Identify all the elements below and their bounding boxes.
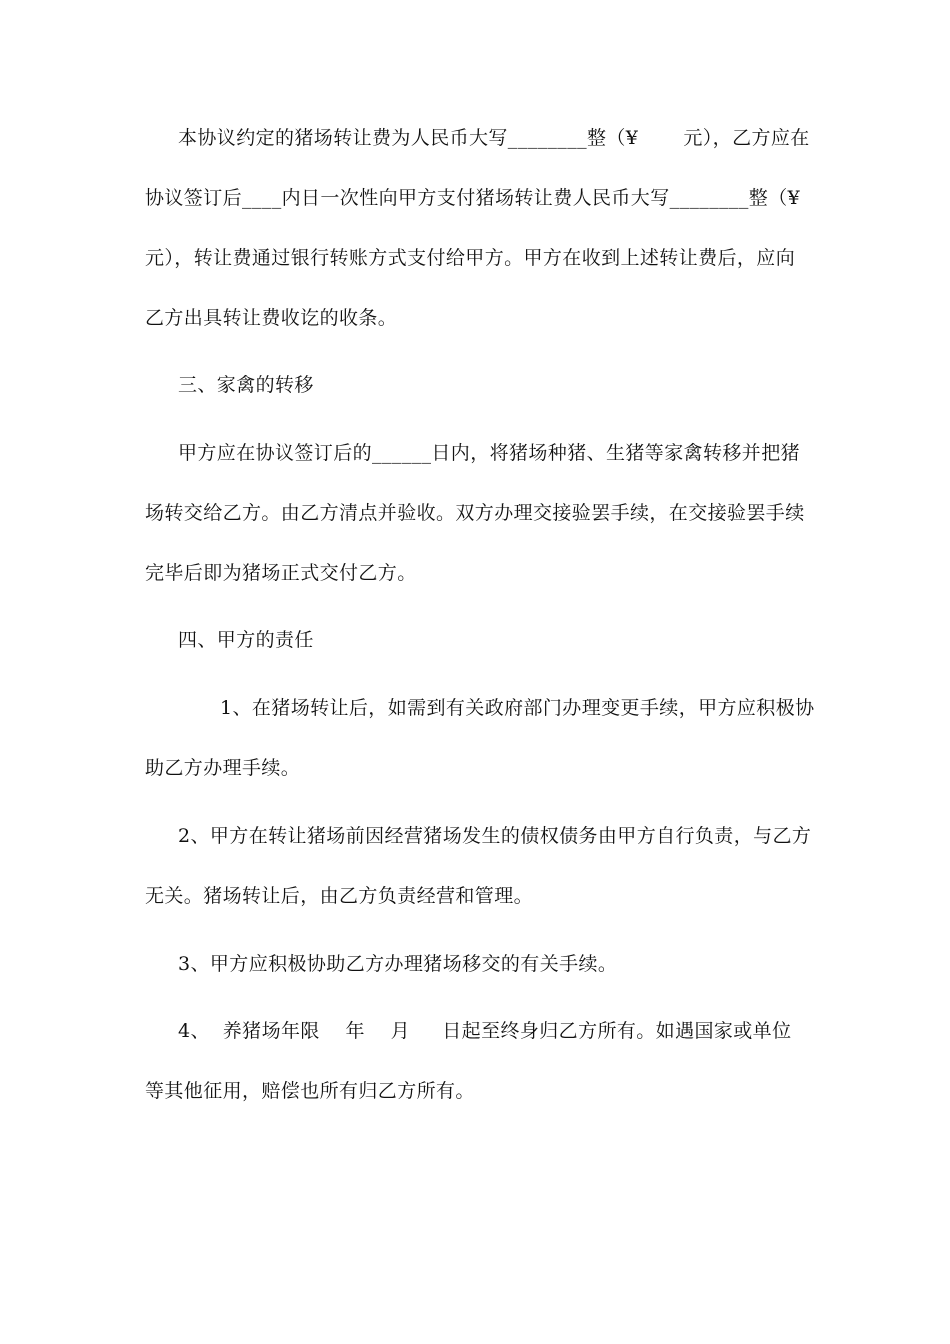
section-4-item-2-line-1: 2、甲方在转让猪场前因经营猪场发生的债权债务由甲方自行负责，与乙方 (178, 825, 812, 847)
section-4-item-2-line-2: 无关。猪场转让后，由乙方负责经营和管理。 (145, 885, 534, 907)
section-4-item-4-line-2: 等其他征用，赔偿也所有归乙方所有。 (145, 1080, 475, 1102)
section-3-line-2: 场转交给乙方。由乙方清点并验收。双方办理交接验罢手续，在交接验罢手续 (145, 502, 805, 524)
section-4-heading: 四、甲方的责任 (178, 629, 314, 651)
section-4-item-3-line-1: 3、甲方应积极协助乙方办理猪场移交的有关手续。 (178, 953, 618, 975)
fee-paragraph-line-4: 乙方出具转让费收讫的收条。 (145, 307, 398, 329)
section-4-item-4-line-1: 4、 养猪场年限 年 月 日起至终身归乙方所有。如遇国家或单位 (178, 1020, 792, 1042)
fee-paragraph-line-3: 元），转让费通过银行转账方式支付给甲方。甲方在收到上述转让费后，应向 (145, 247, 796, 269)
fee-paragraph-line-2: 协议签订后____内日一次性向甲方支付猪场转让费人民币大写________整（¥ (145, 187, 801, 209)
section-3-line-1: 甲方应在协议签订后的______日内，将猪场种猪、生猪等家禽转移并把猪 (178, 442, 801, 464)
section-4-item-1-line-2: 助乙方办理手续。 (145, 757, 301, 779)
section-4-item-1-line-1: 1、在猪场转让后，如需到有关政府部门办理变更手续，甲方应积极协 (220, 697, 815, 719)
fee-paragraph-line-1: 本协议约定的猪场转让费为人民币大写________整（¥ 元），乙方应在 (178, 127, 810, 149)
section-3-line-3: 完毕后即为猪场正式交付乙方。 (145, 562, 417, 584)
section-3-heading: 三、家禽的转移 (178, 374, 314, 396)
